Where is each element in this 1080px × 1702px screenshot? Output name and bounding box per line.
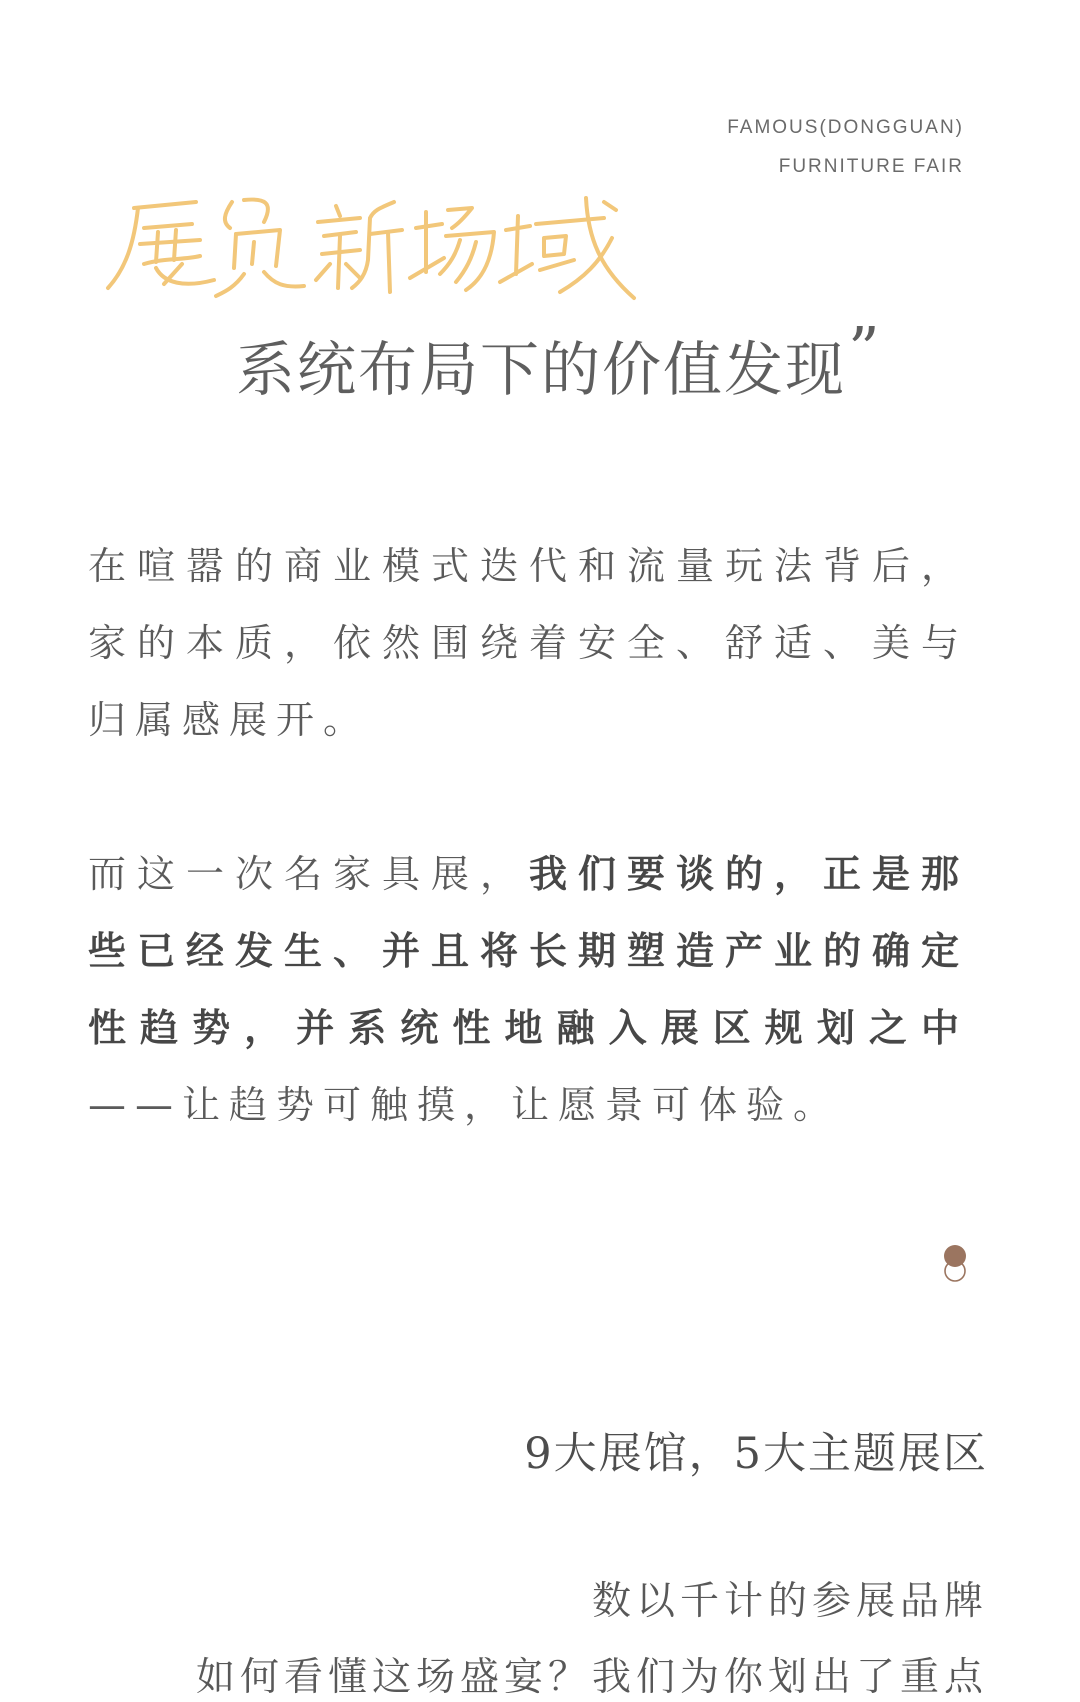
closing-quote-mark: ”: [848, 313, 882, 386]
headline: [236, 313, 882, 406]
brand-block: [727, 108, 964, 186]
section-title: 9大展馆，5大主题展区: [524, 1429, 988, 1479]
script-title-artwork: [104, 188, 644, 308]
headline-text: 系统布局下的价值发现: [236, 335, 847, 404]
trend-paragraph-lead: 而这一次名家具展，: [88, 852, 529, 896]
trend-paragraph-emphasis: 我们要谈的，正是那些已经发生、并且将长期塑造产业的确定性趋势，并系统性地融入展区规划之中: [88, 852, 968, 1050]
script-title-svg: [104, 188, 644, 308]
section-line-1: 数以千计的参展品牌: [591, 1579, 988, 1624]
decorative-dots-icon: [942, 1244, 968, 1284]
trend-paragraph-tail: ——让趋势可触摸，让愿景可体验。: [88, 1083, 841, 1127]
intro-paragraph: 在喧嚣的商业模式迭代和流量玩法背后，家的本质，依然围绕着安全、舒适、美与归属感展开。: [88, 544, 968, 742]
section-line-2: 如何看懂这场盛宴？我们为你划出了重点: [195, 1655, 988, 1700]
trend-paragraph: [88, 836, 968, 1144]
brand-line-1: FAMOUS(DONGGUAN): [727, 117, 964, 138]
brand-line-2: FURNITURE FAIR: [778, 156, 964, 177]
